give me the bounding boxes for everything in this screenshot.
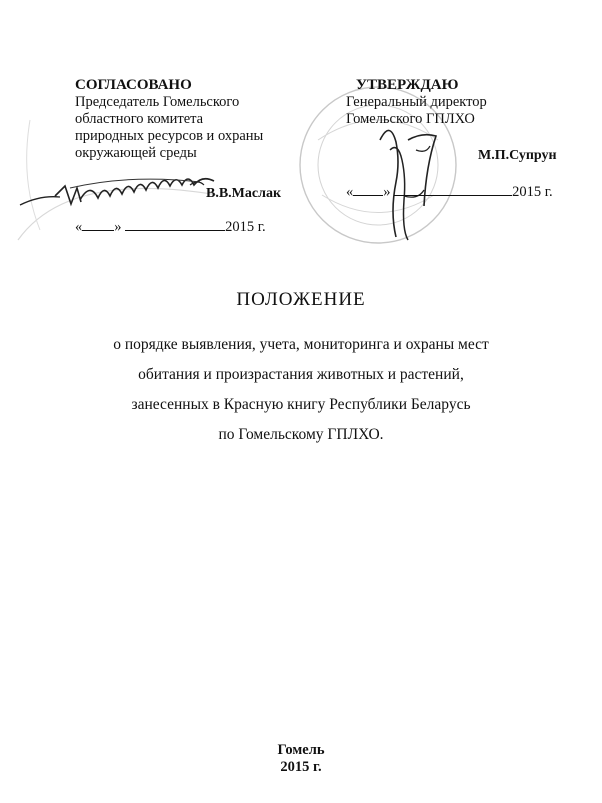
subtitle-line-2: обитания и произрастания животных и растений, — [138, 366, 464, 383]
subtitle-line-4: по Гомельскому ГПЛХО. — [218, 426, 384, 443]
right-signer-name: М.П.Супрун — [478, 148, 557, 163]
subtitle-line-3: занесенных в Красную книгу Республики Беларусь — [131, 396, 471, 413]
approval-left — [75, 77, 315, 162]
left-date-open: « — [75, 219, 83, 235]
approval-right — [346, 77, 576, 128]
right-month-blank — [394, 183, 512, 196]
document-title: ПОЛОЖЕНИЕ — [236, 289, 366, 310]
subtitle-line-1: о порядке выявления, учета, мониторинга и охраны мест — [113, 336, 489, 353]
footer-year: 2015 г. — [280, 759, 322, 775]
left-month-blank — [125, 218, 225, 231]
right-date-open: « — [346, 184, 354, 200]
right-heading: УТВЕРЖДАЮ — [356, 77, 459, 93]
left-date-line — [75, 218, 266, 236]
left-line-4: окружающей среды — [75, 145, 197, 161]
left-day-blank — [82, 218, 114, 231]
right-line-1: Генеральный директор — [346, 94, 487, 110]
right-date-close: » — [383, 184, 391, 200]
left-line-1: Председатель Гомельского — [75, 94, 240, 110]
right-line-2: Гомельского ГПЛХО — [346, 111, 475, 127]
left-heading: СОГЛАСОВАНО — [75, 77, 192, 93]
left-line-2: областного комитета — [75, 111, 204, 127]
left-line-3: природных ресурсов и охраны — [75, 128, 264, 144]
right-day-blank — [353, 183, 383, 196]
left-signer-name: В.В.Маслак — [206, 186, 282, 201]
footer-city: Гомель — [277, 742, 325, 758]
document-footer — [0, 742, 602, 776]
document-subtitle — [0, 330, 602, 450]
right-date-year: 2015 г. — [512, 184, 553, 200]
left-date-close: » — [114, 219, 122, 235]
left-date-year: 2015 г. — [225, 219, 266, 235]
right-date-line — [346, 183, 553, 201]
